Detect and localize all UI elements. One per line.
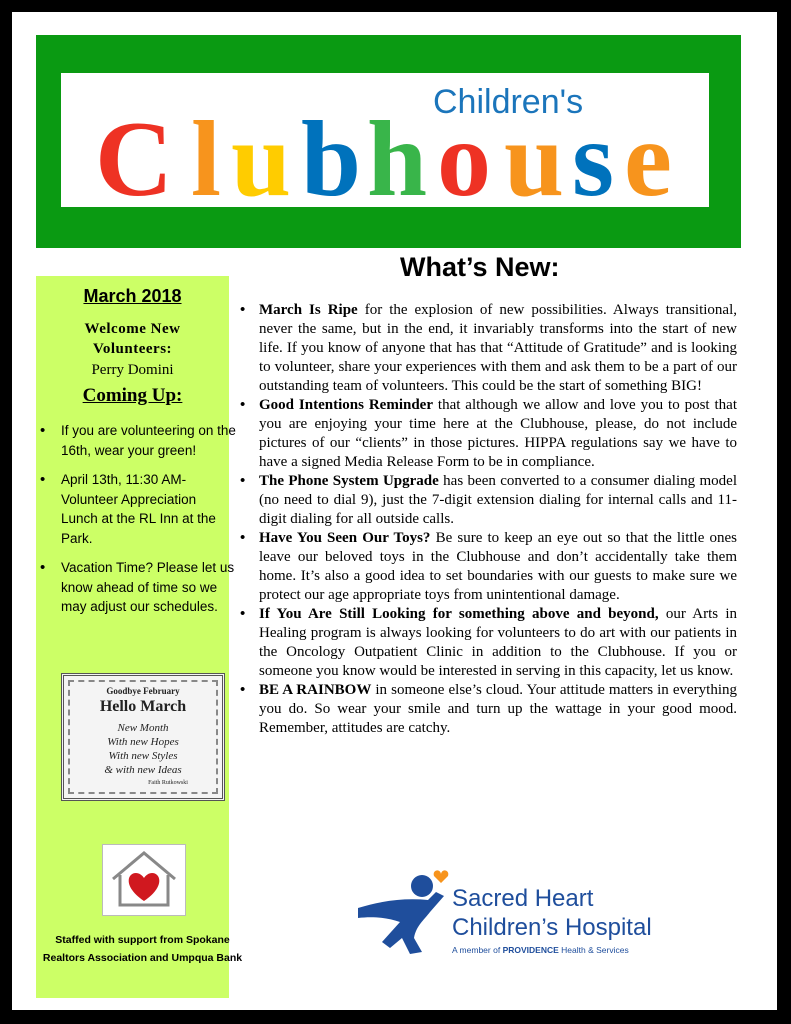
news-heading: Have You Seen Our Toys? (259, 530, 431, 546)
sponsor-note: Staffed with support from Spokane Realtors Association and Umpqua Bank (42, 934, 243, 964)
news-item (237, 301, 737, 396)
page-headline: What’s New: (400, 252, 560, 282)
events-list (36, 421, 236, 627)
masthead-banner (36, 35, 741, 248)
hospital-logo-graphic (344, 860, 664, 960)
news-item (237, 605, 737, 681)
news-item (237, 472, 737, 529)
heart-accent-icon (434, 870, 449, 883)
news-heading: If You Are Still Looking for something above and beyond, (259, 606, 659, 622)
frame-top-text: Goodbye February (106, 686, 180, 696)
logo-line-1: Sacred Heart (452, 885, 594, 912)
house-heart-image (102, 844, 186, 916)
house-heart-icon (103, 845, 185, 915)
news-text: that although we allow and love you to post that you are enjoying your time here at the Clubhouse, please, do not include pictures of our “clients” in those pictures. HIPPA regulations say we have to have a signed Media Release Form to be in compliance. (259, 397, 737, 470)
news-text: in someone else’s cloud. Your attitude matters in everything you do. So wear your smile and turn up the wattage in your good mood. Remember, attitudes are catchy. (259, 682, 737, 736)
news-heading: The Phone System Upgrade (259, 473, 439, 489)
clubhouse-letter: u (504, 100, 565, 207)
news-heading: Good Intentions Reminder (259, 397, 433, 413)
volunteer-name: Perry Domini (91, 362, 174, 378)
frame-author: Faith Rutkowski (148, 780, 188, 786)
welcome-line-1: Welcome New (84, 321, 181, 337)
clubhouse-letter: u (231, 100, 292, 207)
clubhouse-logo (61, 73, 709, 207)
news-text: our Arts in Healing program is always looking for volunteers to do art with our patients in the Oncology Outpatient Clinic in addition to the Clubhouse. If you or someone you know would be interested in serving in this capacity, let us know. (259, 606, 737, 679)
frame-lines (64, 721, 222, 777)
logo-line-2: Children’s Hospital (452, 914, 652, 941)
news-heading: BE A RAINBOW (259, 682, 372, 698)
hello-march-frame (61, 673, 225, 801)
clubhouse-letter: s (572, 100, 615, 207)
frame-line: New Month (117, 722, 169, 734)
news-item (237, 681, 737, 738)
event-item: • April 13th, 11:30 AM-Volunteer Appreciation Lunch at the RL Inn at the Park. (36, 470, 236, 548)
clubhouse-letter: b (301, 100, 362, 207)
logo-member-line (452, 945, 629, 955)
hospital-logo (344, 860, 664, 960)
welcome-heading (36, 319, 229, 359)
masthead-inner (61, 73, 709, 207)
frame-line: With new Hopes (107, 736, 179, 748)
clubhouse-letter: h (367, 100, 428, 207)
figure-head-icon (411, 875, 433, 897)
news-text: for the explosion of new possibilities. Always transitional, never the same, but in the end, it invariably transforms into the start of new life. If you know of anyone that has that “Attitude of Gratitude” and is looking to volunteer, share your experiences with them and ask them to be a part of our outstanding team of volunteers. This could be the start of something BIG! (259, 302, 737, 394)
event-item: • Vacation Time? Please let us know ahead of time so we may adjust our schedules. (36, 558, 236, 617)
frame-line: & with new Ideas (104, 764, 182, 776)
clubhouse-letter: l (191, 100, 222, 207)
event-item: • If you are volunteering on the 16th, wear your green! (36, 421, 236, 460)
frame-title: Hello March (99, 698, 187, 715)
member-prefix: A member of (452, 945, 503, 955)
title-small: Children's (433, 83, 584, 121)
coming-up-heading: Coming Up: (82, 385, 183, 406)
clubhouse-letter: e (624, 100, 672, 207)
news-list (237, 301, 737, 738)
figure-body-icon (358, 892, 444, 954)
welcome-line-2: Volunteers: (92, 341, 173, 357)
news-text: has been converted to a consumer dialing model (no need to dial 9), just the 7-digit extension dialing for internal calls and 11-digit dialing for all outside calls. (259, 473, 738, 527)
issue-date: March 2018 (83, 286, 182, 306)
frame-line: With new Styles (108, 750, 178, 762)
sidebar (36, 276, 243, 998)
member-brand: PROVIDENCE (502, 945, 559, 955)
clubhouse-letter: C (95, 100, 173, 207)
clubhouse-letter: o (437, 100, 491, 207)
news-item (237, 529, 737, 605)
member-suffix: Health & Services (558, 945, 629, 955)
news-heading: March Is Ripe (259, 302, 358, 318)
news-item (237, 396, 737, 472)
news-text: Be sure to keep an eye out so that the little ones leave our beloved toys in the Clubhouse and don’t accidentally take them home. It’s also a good idea to set boundaries with our guests to make sure we protect our age appropriate toys from unintentional damage. (259, 530, 738, 603)
